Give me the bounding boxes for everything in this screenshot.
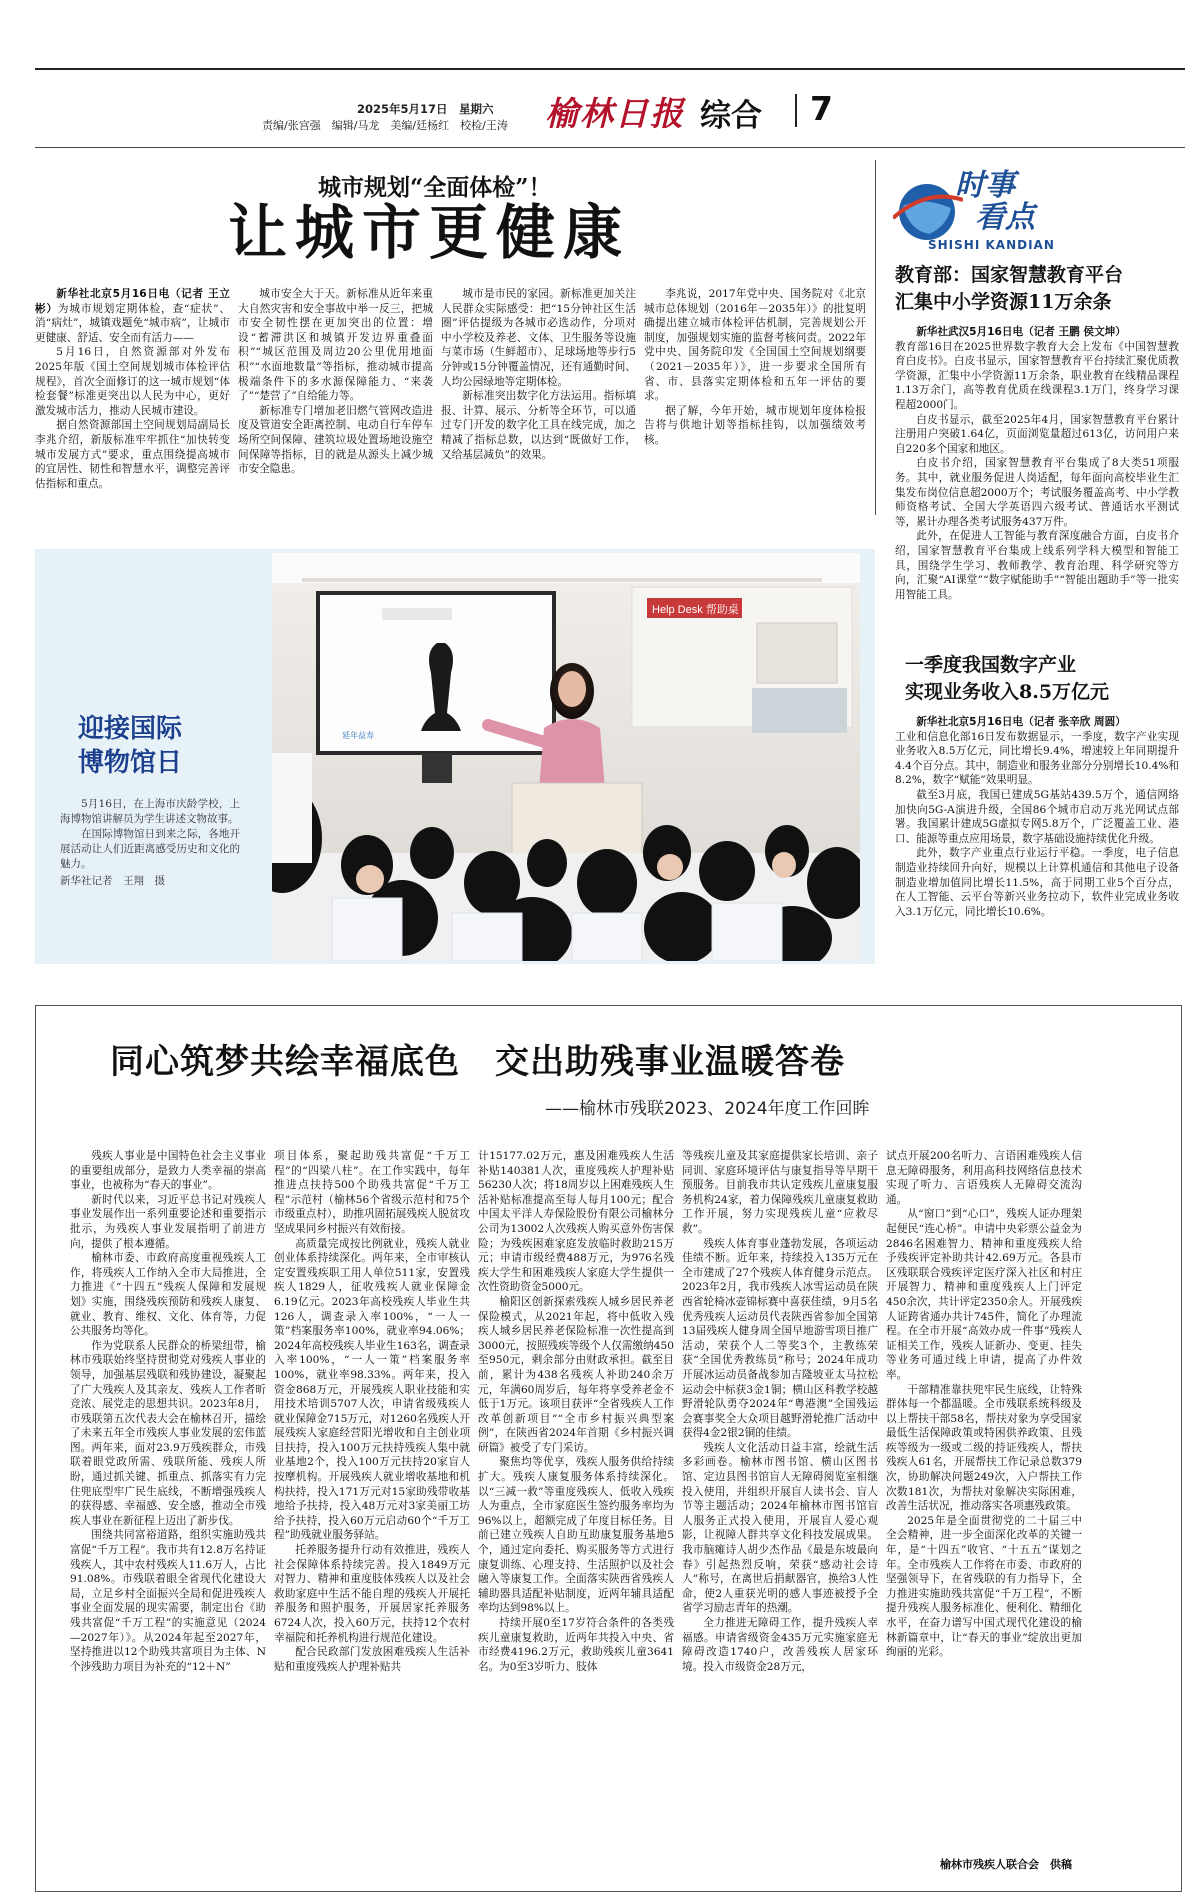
- main-article-dateline: 新华社北京5月16日电: [56, 288, 170, 300]
- main-article-title: 让城市更健康: [228, 198, 631, 267]
- sidebar-divider: [875, 160, 876, 515]
- photo-caption: 5月16日，在上海市庆龄学校，上海博物馆讲解员为学生讲述文物故事。 在国际博物馆日到来之际，各地开展活动让人们近距离感受历史和文化的魅力。 新华社记者 王翔 摄: [60, 798, 240, 887]
- section-name: 综合: [700, 98, 762, 134]
- feature-col-2: 项目体系，聚起助残共富促“千万工程”的“四梁八柱”。在工作实践中，每年推进点扶持500个助残共富促“千万工程”示范村（榆林56个省级示范村和75个市级重点村），助推巩固拓展残疾人脱贫攻坚成果同乡村振兴有效衔接。 高质量完成按比例就业，残疾人就业创业体系持续深化。两年来，全市审核认定安置残疾职工用人单位511家，安置残疾人1829人，征收残疾人就业保障金6.19亿元。2023年高校残疾人毕业生共126人，调查录入率100%，“一人一策”档案服务率100%，就业率94.06%；2024年高校残疾人毕业生163名，调查录入率100%，“一人一策”档案服务率100%，就业率98.33%。两年来，投入资金868万元，开展残疾人职业技能和实用技术培训5707人次，申请省级残疾人就业保障金715万元，对1260名残疾人开展残疾人家庭经营阳光增收和自主创业项目扶持，投入100万元扶持残疾人集中就业基地2个，投入100万元扶持20家盲人按摩机构。开展残疾人就业增收基地和机构扶持，投入171万元对15家助残带收基地给予扶持，投入48万元对3家美丽工坊给予扶持，投入60万元启动60个“千万工程”助残就业服务驿站。 托养服务提升行动有效推进，残疾人社会保障体系持续完善。投入1849万元对智力、精神和重度肢体残疾人以及社会救助家庭中生活不能自理的残疾人开展托养服务和照护服务，开展居家托养服务6724人次，投入60万元，扶持12个农村幸福院和托养机构进行规范化建设。 配合民政部门发放困难残疾人生活补贴和重度残疾人护理补贴共: [274, 1150, 470, 1673]
- globe-icon: [893, 178, 963, 244]
- editor-credits: 责编/张宫强 编辑/马龙 美编/廷杨红 校检/王涛: [262, 119, 508, 132]
- page-number: 7: [810, 89, 833, 128]
- sidebar-article2-body: 新华社北京5月16日电（记者 张辛欣 周圆） 工业和信息化部16日发布数据显示，一季度，数字产业实现业务收入8.5万亿元，同比增长9.4%，增速较上年同期提升4.4个百分点。其中，制造业和服务业部分分别增长10.4%和8.2%，数字“赋能”效果明显。 截至3月底，我国已建成5G基站439.5万个，通信网络加快向5G-A演进升级，全国86个城市启动万兆光网试点部署。我国累计建成5G虚拟专网5.8万个，广泛覆盖工业、港口、能源等重点应用场景，数字基础设施持续优化升级。 此外，数字产业重点行业运行平稳。一季度，电子信息制造业持续回升向好，规模以上计算机通信和其他电子设备制造业增加值同比增长11.5%，高于同期工业5个百分点，在人工智能、云平台等新兴业务拉动下，软件业完成业务收入3.1万亿元，同比增长10.6%。: [895, 716, 1179, 918]
- main-article-col-4: 李兆说，2017年党中央、国务院对《北京城市总体规划（2016年－2035年）》的批复明确提出建立城市体检评估机制，完善规划公开制度，加强规划实施的监督考核问责。2022年党中央、国务院印发《全国国土空间规划纲要（2021－2035年）》，进一步要求全国所有省、市、县落实定期体检和五年一评估的要求。 据了解，今年开始，城市规划年度体检报告将与供地计划等指标挂钩，以加强绩效考核。: [644, 288, 866, 446]
- header-top-rule: [35, 68, 1185, 70]
- feature-col-5: 试点开展200名听力、言语困难残疾人信息无障碍服务，利用高科技网络信息技术实现了听力、言语残疾人无障碍交流沟通。 从“窗口”到“心口”，残疾人证办理架起便民“连心桥”。申请中央彩票公益金为2846名困难智力、精神和重度残疾人给予残疾评定补助共计42.69万元。各县市区残联联合残疾评定医疗深入社区和村庄开展智力、精神和重度残疾人上门评定450余次，共计评定2350余人。开展残疾人证跨省通办共计745件，简化了办理流程。在全市开展“高效办成一件事”残疾人证相关工作，残疾人证新办、变更、挂失等业务可通过线上申请，提高了办件效率。 干部精准靠扶兜牢民生底线，让特殊群体每一个都温暖。全市残联系统科级及以上帮扶干部58名，帮扶对象为享受国家最低生活保障政策或特困供养政策、且残疾等级为一级或二级的持证残疾人，帮扶残疾人61名，开展帮扶工作记录总数379次，协助解决问题249次，入户帮扶工作次数181次，为帮扶对象解决实际困难，改善生活状况，推动落实各项惠残政策。 2025年是全面贯彻党的二十届三中全会精神，进一步全面深化改革的关键一年，是“十四五”收官、“十五五”谋划之年。全市残疾人工作将在市委、市政府的坚强领导下，在省残联的有力指导下，全力推进实施助残共富促“千万工程”，不断提升残疾人服务标准化、便利化、精细化水平，在奋力谱写中国式现代化建设的榆林新篇章中，让“春天的事业”绽放出更加绚丽的光彩。: [886, 1150, 1082, 1659]
- feature-col-1: 残疾人事业是中国特色社会主义事业的重要组成部分，是致力人类幸福的崇高事业，也被称为“春天的事业”。 新时代以来，习近平总书记对残疾人事业发展作出一系列重要论述和重要指示批示，为残疾人事业发展指明了前进方向，提供了根本遵循。 榆林市委、市政府高度重视残疾人工作，将残疾人工作纳入全市大局推进，全力推进《“十四五”残疾人保障和发展规划》实施，围绕残疾预防和残疾人康复、就业、教育、维权、文化、体育等，力促公共服务均等化。 作为党联系人民群众的桥梁纽带，榆林市残联始终坚持贯彻党对残疾人事业的领导，加强基层残联和残协建设，凝聚起了广大残疾人及其亲友、残疾人工作者昕竞浓、展党走的思想共识。2023年8月，市残联第五次代表大会在榆林召开，描绘了未来五年全市残疾人事业发展的宏伟蓝图。两年来，面对23.9万残疾群众，市残联着眼党政所需、残联所能、残疾人所盼，通过抓关键、抓重点、抓落实有力完住兜底型牢广民生底线，不断增强残疾人的获得感、幸福感、安全感，推动全市残疾人事业在新征程上迈出了新步伐。 围绕共同富裕道路，组织实施助残共富促“千万工程”。我市共有12.8万名持证残疾人，其中农村残疾人11.6万人，占比91.08%。市残联着眼全省现代化建设大局，立足乡村全面振兴全局和促进残疾人事业全面发展的现实需要，制定出台《助残共富促“千万工程”的实施意见（2024—2027年）》。从2024年起至2027年，坚持推进以12个助残共富项目为主体、N个涉残助力项目为补充的“12＋N”: [70, 1150, 266, 1673]
- photo-title: 迎接国际 博物馆日: [78, 714, 183, 778]
- main-article-kicker: 城市规划“全面体检”！: [318, 174, 552, 201]
- issue-date: 2025年5月17日 星期六: [357, 102, 494, 116]
- main-article-col-1: 新华社北京5月16日电（记者 王立彬）为城市规划定期体检，查“症状”、消“病灶”，城镇戏题免“城市病”，让城市更健康、舒适、安全而有活力—— 5月16日，自然资源部对外发布2025年版《国土空间规划城市体检评估规程》，首次全面修订的这一城市规划“体检套餐”标准更突出以人民为中心，更好激发城市活力，推动人民城市建设。 据自然资源部国土空间规划局副局长李兆介绍，新版标准牢牢抓住“加快转变城市发展方式”要求，重点围绕提高城市的宜居性、韧性和智慧水平，调整完善评估指标和重点。: [35, 288, 230, 490]
- feature-col-4: 等残疾儿童及其家庭提供家长培训、亲子同训、家庭环境评估与康复指导等早期干预服务。目前我市共认定残疾儿童康复服务机构24家，着力保障残疾儿童康复救助工作开展，努力实现残疾儿童“应救尽救”。 残疾人体育事业蓬勃发展，各项运动佳绩不断。近年来，持续投入135万元在全市建成了27个残疾人体育健身示范点。2023年2月，我市残疾人冰雪运动员在陕西省轮椅冰壶锦标赛中喜获佳绩，9月5名优秀残疾人运动员代表陕西省参加全国第13届残疾人健身周全国早地游雪项目推广活动，荣获个人二等奖3个，主教练荣获“全国优秀教练员”称号；2024年成功开展冰运动员备战参加吉隆坡亚太马拉松运动会中标获3金1铜；横山区科教学校越野滑轮队勇夺2024年“粤港澳”全国残运会赛事奖全大众项目越野滑轮推广活动中获得4金2银2铜的佳绩。 残疾人文化活动日益丰富，绘就生活多彩画卷。榆林市图书馆、横山区图书馆、定边县图书馆盲人无障碍阅览室相继投入使用，并组织开展盲人读书会、盲人节等主题活动；2024年榆林市图书馆盲人服务正式投入使用，开展盲人爱心观影，让视障人群共享文化科技发展成果。我市脑瘫诗人胡少杰作品《最是东坡最向春》引起热烈反响，荣获“感动社会诗人”称号，在离世后捐献器官，换给3人性命，使2人重获光明的感人事迹被授予全省学习励志青年的热潮。 全力推进无障碍工作，提升残疾人幸福感。申请省级资金435万元实施家庭无障碍改造1740户，改善残疾人居家环境。投入市级资金28万元，: [682, 1150, 878, 1673]
- main-article-col-2: 城市安全大于天。新标准从近年来重大自然灾害和安全事故中举一反三，把城市安全韧性摆在更加突出的位置：增设“蓄滞洪区和城镇开发边界重叠面积”“城区范围及周边20公里优用地面积”“水面地数量”等指标，推动城市提高极端条件下的多水源保障能力、“来袭了”“楚营了”自给能力等。 新标准专门增加老旧燃气管网改造进度及管道安全距离控制、电动自行车停车场所空间保障、建筑垃圾处置场地设施空间保障等指标，目的就是从源头上减少城市安全隐患。: [238, 288, 433, 476]
- header-divider: [795, 94, 797, 127]
- feature-signoff: 榆林市残疾人联合会 供稿: [940, 1858, 1072, 1871]
- feature-col-3: 计15177.02万元，惠及困难残疾人生活补贴140381人次，重度残疾人护理补贴56230人次；将18周岁以上困难残疾人生活补贴标准提高至每人每月100元；配合中国太平洋人寿保险股份有限公司榆林分公司为13002人次残疾人购买意外伤害保险；为残疾困难家庭发放临时救助215万元；申请市级经费488万元，为976名残疾大学生和困难残疾人家庭大学生提供一次性资助资金5000元。 榆阳区创新探索残疾人城乡居民养老保险模式，从2021年起，将中低收入残疾人城乡居民养老保险标准一次性提高到3000元，按照残疾等级个人仅需缴纳450至950元，剩余部分由财政承担。截至目前，累计为438名残疾人补助240余万元，年满60周岁后，每年将享受养老金不低于1万元。该项目获评“全省残疾人工作改革创新项目”“全市乡村振兴典型案例”，在陕西省2024年首期《乡村振兴调研篇》被受了专门采访。 聚焦均等优享，残疾人服务供给持续扩大。残疾人康复服务体系持续深化。以“三减一救”等重度残疾人、低收入残疾人为重点，全市家庭医生签约服务率均为96%以上，超额完成了年度目标任务。目前已建立残疾人自助互助康复服务基地5个，通过定向委托、购买服务等方式进行康复训练、心理支持、生活照护以及社会融入等康复工作。全面落实陕西省残疾人辅助器具适配补贴制度，近两年辅具适配率均达到98%以上。 持续开展0至17岁符合条件的各类残疾儿童康复救助，近两年共投入中央、省市经费4196.2万元，救助残疾儿童3641名。为0至3岁听力、肢体: [478, 1150, 674, 1673]
- main-article-reporter: （记者 王立彬）: [35, 288, 230, 315]
- photo-credit: 新华社记者 王翔 摄: [60, 875, 165, 887]
- shishi-kandian-title: 时事 看点: [955, 168, 1035, 235]
- header-bottom-rule: [35, 147, 1185, 148]
- sidebar-article1-title: 教育部：国家智慧教育平台 汇集中小学资源11万余条: [895, 264, 1124, 313]
- shishi-kandian-pinyin: SHISHI KANDIAN: [928, 238, 1055, 252]
- paper-name-logo: 榆林日报: [545, 94, 685, 133]
- feature-title: 同心筑梦共绘幸福底色 交出助残事业温暖答卷: [110, 1042, 845, 1082]
- sidebar-article2-title: 一季度我国数字产业 实现业务收入8.5万亿元: [905, 654, 1110, 703]
- sidebar-article1-body: 新华社武汉5月16日电（记者 王鹏 侯文坤） 教育部16日在2025世界数字教育大会上发布《中国智慧教育白皮书》。白皮书显示，国家智慧教育平台持续汇聚优质教学资源，汇集中小学资源11万余条，职业教育在线精品课程1.13万余门，高等教育优质在线课程3.1万门，终身学习课程超2000门。 白皮书显示，截至2025年4月，国家智慧教育平台累计注册用户突破1.64亿，页面浏览量超过613亿，访问用户来自220多个国家和地区。 白皮书介绍，国家智慧教育平台集成了8大类51项服务。其中，就业服务促进人岗适配，每年面向高校毕业生汇集发布岗位信息超2000万个；考试服务覆盖高考、中小学教师资格考试、全国大学英语四六级考试、普通话水平测试等，累计办理各类考试服务437万件。 此外，在促进人工智能与教育深度融合方面，白皮书介绍，国家智慧教育平台集成上线系列学科大模型和智能工具，围绕学生学习、教师教学、教育治理、科学研究等方向，汇聚“AI课堂”“数字赋能助手”“智能出题助手”等一批实用智能工具。: [895, 326, 1179, 601]
- photo-museum-lecture: [272, 553, 860, 961]
- svg-text:延年益寿: 延年益寿: [342, 731, 374, 740]
- feature-subtitle: ——榆林市残联2023、2024年度工作回眸: [545, 1099, 870, 1119]
- help-desk-sign: Help Desk 帮助桌: [652, 604, 739, 616]
- main-article-col-3: 城市是市民的家园。新标准更加关注人民群众实际感受：把“15分钟社区生活圈”评估提级为各城市必选动作，分项对中小学校及养老、文体、卫生服务等设施与菜市场（生鲜超市）、足球场地等步行5分钟或15分钟覆盖情况，还有通勤时间、人均公园绿地等定期体检。 新标准突出数字化方法运用。指标填报、计算、展示、分析等全环节，可以通过专门开发的数字化工具在线完成，加之精减了指标总数，以达到“既做好工作，又给基层减负”的效果。: [441, 288, 636, 461]
